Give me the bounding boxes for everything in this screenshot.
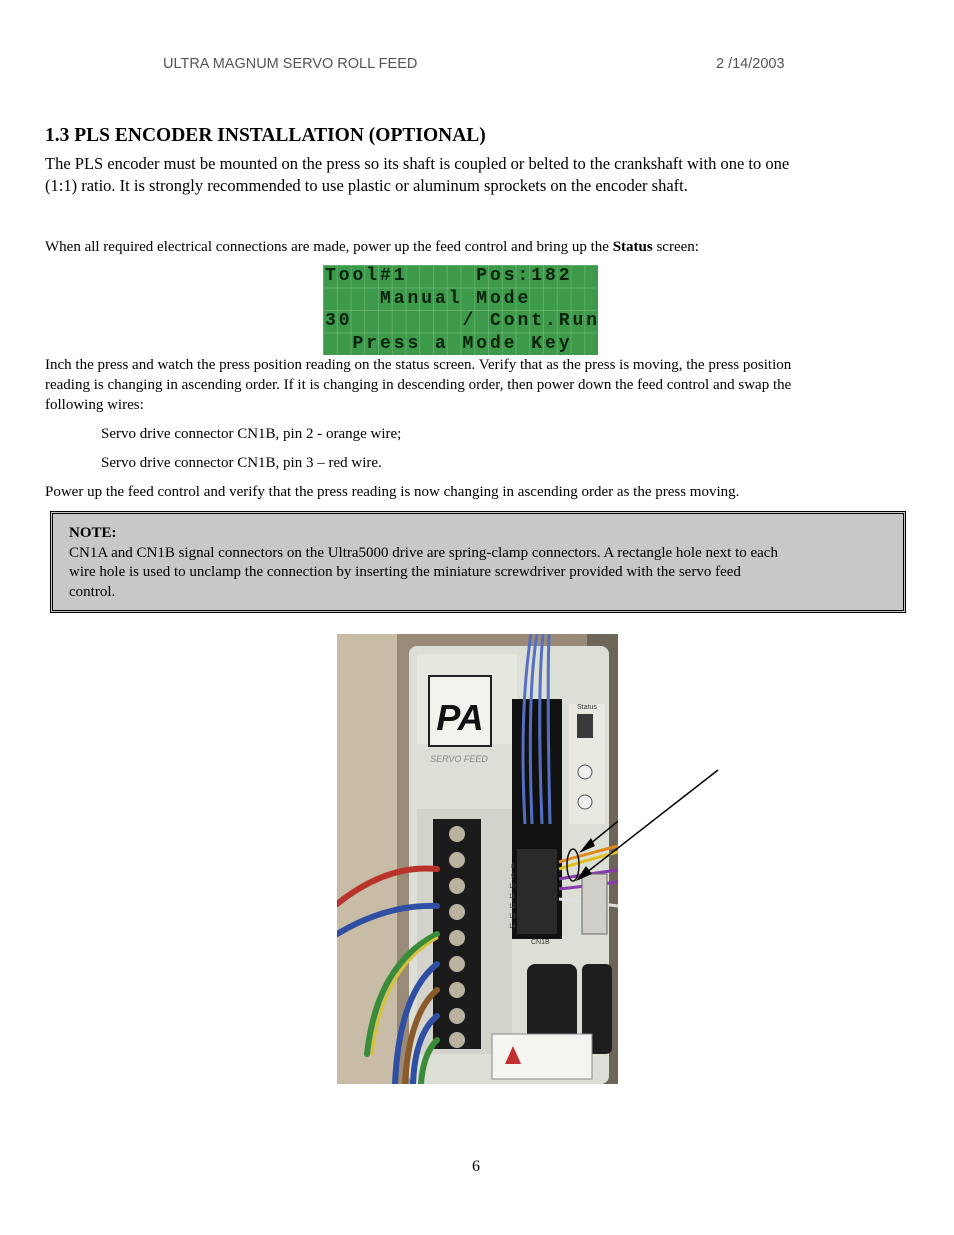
lcd-line: 30 / Cont.Run — [325, 311, 601, 331]
intro-line-1: The PLS encoder must be mounted on the press so its shaft is coupled or belted to the crankshaft with one to one — [45, 154, 790, 173]
page-number: 6 — [472, 1158, 480, 1175]
note-title: NOTE: — [69, 525, 117, 541]
svg-text:13: 13 — [509, 914, 516, 920]
status-lcd-display — [323, 265, 601, 355]
note-line-1: CN1A and CN1B signal connectors on the Ultra5000 drive are spring-clamp connectors. A rectangle hole next to each — [69, 544, 778, 561]
servo-feed-label: SERVO FEED — [430, 754, 488, 764]
inch-line-3: following wires: — [45, 397, 144, 413]
wire-item: Servo drive connector CN1B, pin 3 – red wire. — [101, 455, 382, 471]
note-line-2: wire hole is used to unclamp the connection by inserting the miniature screwdriver provided with the servo feed — [69, 564, 741, 580]
inch-line-1: Inch the press and watch the press position reading on the status screen. Verify that as the press is moving, the press position — [45, 357, 792, 373]
cn1b-label: CN1B — [531, 939, 550, 946]
svg-text:8: 8 — [511, 864, 515, 870]
wire-item: Servo drive connector CN1B, pin 2 - orange wire; — [101, 426, 402, 442]
header-date: 2 /14/2003 — [716, 56, 785, 72]
svg-text:12: 12 — [509, 904, 516, 910]
svg-text:10: 10 — [509, 884, 516, 890]
status-display-label: Status — [577, 704, 597, 711]
section-heading: 1.3 PLS ENCODER INSTALLATION (OPTIONAL) — [45, 125, 486, 146]
svg-text:11: 11 — [509, 894, 516, 900]
callout-arrow — [560, 760, 730, 890]
lcd-line: Press a Mode Key — [325, 333, 573, 354]
power-up-paragraph — [45, 237, 699, 257]
intro-line-2: (1:1) ratio. It is strongly recommended to use plastic or aluminum sprockets on the encoder shaft. — [45, 176, 688, 195]
verify-paragraph: Power up the feed control and verify that the press reading is now changing in ascending order as the press moving. — [45, 484, 740, 500]
svg-text:9: 9 — [511, 874, 515, 880]
note-box — [50, 511, 906, 613]
pa-logo: PA — [436, 697, 484, 738]
inch-line-2: reading is changing in ascending order. If it is changing in descending order, then power down the feed control and swap the — [45, 377, 792, 393]
lcd-line: Tool#1 Pos:182 — [325, 266, 573, 286]
power-up-text: When all required electrical connections are made, power up the feed control and bring up the — [45, 239, 613, 255]
header-title: ULTRA MAGNUM SERVO ROLL FEED — [163, 56, 418, 72]
lcd-line: Manual Mode — [325, 288, 532, 309]
power-up-text-end: screen: — [652, 239, 699, 255]
status-bold: Status — [612, 239, 653, 255]
note-line-3: control. — [69, 583, 116, 600]
svg-text:14: 14 — [509, 924, 516, 930]
